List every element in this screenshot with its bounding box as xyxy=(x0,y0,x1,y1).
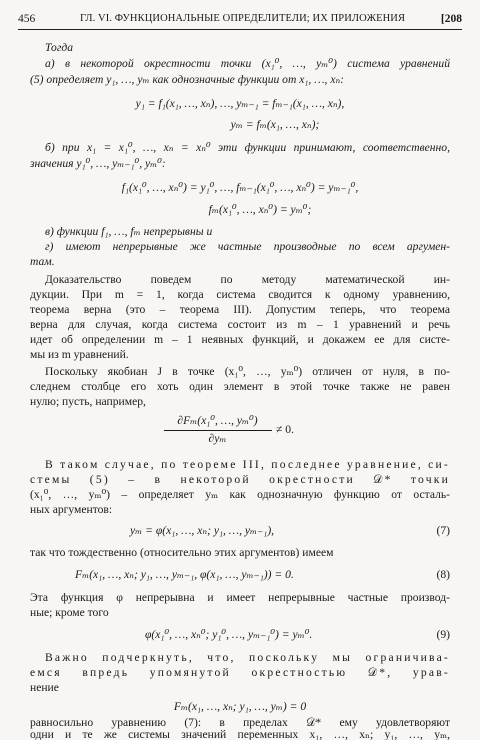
fraction-numerator: ∂Fₘ(x₁⁰, …, yₘ⁰) xyxy=(177,414,258,427)
text-line: дукции. При m = 1, когда система сводится к одному уравнению, xyxy=(30,288,450,301)
text-line: Поскольку якобиан J в точке (x₁⁰, …, yₘ⁰) отличен от нуля, в по- xyxy=(45,365,450,378)
text-line: (5) определяет y₁, …, yₘ как однозначные функции от x₁, …, xₙ: xyxy=(30,73,345,86)
text-line: Важно подчеркнуть, что, поскольку мы ограничива- xyxy=(45,651,450,664)
equation-number: (9) xyxy=(436,628,450,641)
text-line: верна для случая, когда система состоит из m – 1 уравнений и речь xyxy=(30,318,450,331)
text-line: значения y₁⁰, …, yₘ₋₁⁰, yₘ⁰: xyxy=(30,157,166,170)
equation-line: y₁ = f₁(x₁, …, xₙ), …, yₘ₋₁ = fₘ₋₁(x₁, …, xₙ), xyxy=(135,97,345,110)
equation-line: yₘ = φ(x₁, …, xₙ; y₁, …, yₘ₋₁), xyxy=(130,524,275,537)
text-line: в) функции f₁, …, fₘ непрерывны и xyxy=(45,225,213,238)
equation-line: φ(x₁⁰, …, xₙ⁰; y₁⁰, …, yₘ₋₁⁰) = yₘ⁰. xyxy=(145,628,313,641)
text-line: теорема верна (это – теорема III). Допустим теперь, что теорема xyxy=(30,303,450,316)
chapter-title: ГЛ. VI. ФУНКЦИОНАЛЬНЫЕ ОПРЕДЕЛИТЕЛИ; ИХ ПРИЛОЖЕНИЯ xyxy=(80,13,406,24)
text-line: Доказательство поведем по методу математической ин- xyxy=(45,273,450,286)
equation-number: (7) xyxy=(436,524,450,537)
text-line: мы из m уравнений. xyxy=(30,348,129,361)
equation-line: yₘ = fₘ(x₁, …, xₙ); xyxy=(230,118,320,131)
text-line: (x₁⁰, …, yₘ⁰) – определяет yₘ как однозначную функцию от осталь- xyxy=(30,488,450,501)
text-line: так что тождественно (относительно этих аргументов) имеем xyxy=(30,546,334,559)
fraction-equation xyxy=(160,414,310,448)
equation-line: Fₘ(x₁, …, xₙ; y₁, …, yₘ₋₁, φ(x₁, …, yₘ₋₁)) = 0. xyxy=(75,568,294,581)
equation-line: fₘ(x₁⁰, …, xₙ⁰) = yₘ⁰; xyxy=(208,203,312,216)
text-line: равносильно уравнению (7): в пределах 𝒟* ему удовлетворяют xyxy=(30,716,450,729)
equation-number: (8) xyxy=(436,568,450,581)
text-line: В таком случае, по теореме III, последнее уравнение, си- xyxy=(45,458,450,471)
fraction-relation: ≠ 0. xyxy=(276,423,294,436)
text-line: б) при x₁ = x₁⁰, …, xₙ = xₙ⁰ эти функции принимают, соответственно, xyxy=(45,141,450,154)
running-header xyxy=(18,13,462,29)
text-line: следнем столбце его хоть один элемент в этой точке также не равен xyxy=(30,380,450,393)
section-number: [208 xyxy=(440,13,462,25)
text-line: Эта функция φ непрерывна и имеет непрерывные частные производ- xyxy=(30,591,450,604)
text-line: идет об определении m – 1 неявных функций, и докажем ее для систе- xyxy=(30,333,450,346)
text-line: а) в некоторой окрестности точки (x₁⁰, …, yₘ⁰) система уравнений xyxy=(45,57,450,70)
text-line: нение xyxy=(30,681,59,694)
page-number: 456 xyxy=(18,13,36,25)
equation-line: f₁(x₁⁰, …, xₙ⁰) = y₁⁰, …, fₘ₋₁(x₁⁰, …, xₙ⁰) = yₘ₋₁⁰, xyxy=(121,181,359,194)
fraction-denominator: ∂yₘ xyxy=(208,432,227,445)
equation-line: Fₘ(x₁, …, xₙ; y₁, …, yₘ) = 0 xyxy=(173,700,307,713)
header-rule xyxy=(18,29,462,30)
text-line: ные; кроме того xyxy=(30,606,109,619)
text-line: там. xyxy=(30,255,55,268)
text-line: Тогда xyxy=(45,41,74,54)
text-line: емся впредь упомянутой окрестностью 𝒟*, урав- xyxy=(30,666,450,679)
text-line: г) имеют непрерывные же частные производные по всем аргумен- xyxy=(45,240,450,253)
text-line: нулю; пусть, например, xyxy=(30,395,146,408)
text-line: стемы (5) – в некоторой окрестности 𝒟* точки xyxy=(30,473,450,486)
text-line: одни и те же системы значений переменных x₁, …, xₙ; y₁, …, yₘ, xyxy=(30,729,450,740)
fraction-bar xyxy=(164,430,272,431)
text-line: ных аргументов: xyxy=(30,503,113,516)
